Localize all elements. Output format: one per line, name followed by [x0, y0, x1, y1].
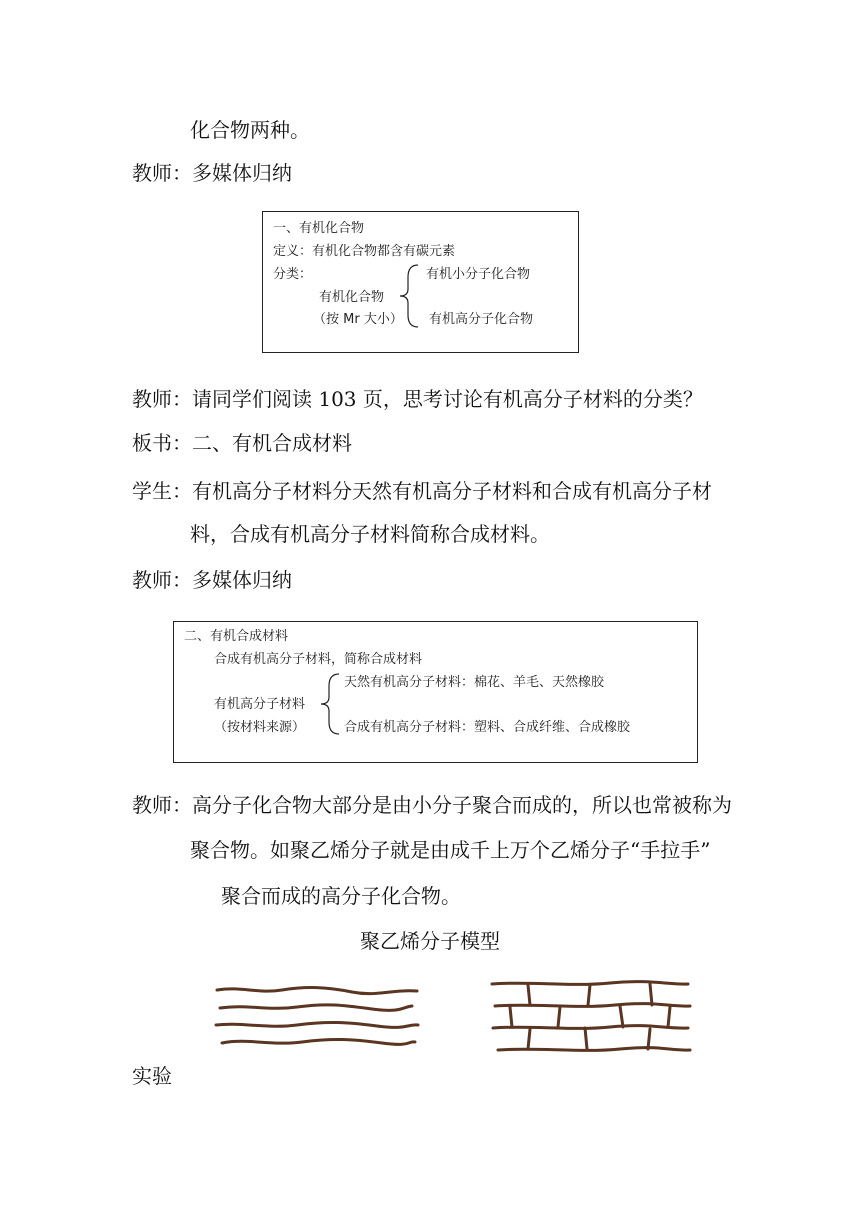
teacher-line-4b: 聚合物。如聚乙烯分子就是由成千上万个乙烯分子“手拉手” — [190, 838, 711, 862]
linear-chain-model-image — [212, 980, 422, 1060]
box2-left-sub: （按材料来源） — [214, 720, 306, 735]
paragraph-continuation: 化合物两种。 — [190, 118, 310, 142]
box1-left-label: 有机化合物 — [319, 290, 385, 305]
brace-icon — [319, 672, 341, 736]
teacher-line-2: 教师：请同学们阅读 103 页，思考讨论有机高分子材料的分类？ — [132, 387, 703, 411]
student-line-b: 料，合成有机高分子材料简称合成材料。 — [190, 522, 550, 546]
crosslinked-chain-model-image — [490, 978, 695, 1060]
experiment-label: 实验 — [132, 1064, 172, 1088]
summary-box-organic-compounds — [262, 211, 579, 353]
box1-classify-label: 分类： — [273, 267, 313, 282]
box1-branch-top: 有机小分子化合物 — [426, 267, 531, 282]
box1-left-sub: （按 Mr 大小） — [313, 312, 403, 327]
teacher-line-4c: 聚合而成的高分子化合物。 — [221, 884, 461, 908]
box2-left-label: 有机高分子材料 — [214, 697, 306, 712]
box2-subtitle: 合成有机高分子材料，简称合成材料 — [214, 652, 423, 667]
model-title: 聚乙烯分子模型 — [360, 929, 500, 953]
box2-branch-top: 天然有机高分子材料：棉花、羊毛、天然橡胶 — [344, 675, 605, 690]
brace-icon — [398, 263, 420, 329]
board-line: 板书：二、有机合成材料 — [132, 431, 352, 455]
box1-definition: 定义：有机化合物都含有碳元素 — [273, 244, 456, 259]
box1-branch-bottom: 有机高分子化合物 — [429, 312, 534, 327]
summary-box-synthetic-materials — [173, 621, 698, 763]
box1-heading: 一、有机化合物 — [273, 221, 365, 236]
box2-branch-bottom: 合成有机高分子材料：塑料、合成纤维、合成橡胶 — [344, 720, 631, 735]
teacher-line-1: 教师：多媒体归纳 — [132, 161, 292, 185]
teacher-line-3: 教师：多媒体归纳 — [132, 568, 292, 592]
teacher-line-4a: 教师：高分子化合物大部分是由小分子聚合而成的，所以也常被称为 — [132, 793, 732, 817]
student-line-a: 学生：有机高分子材料分天然有机高分子材料和合成有机高分子材 — [132, 479, 712, 503]
box2-heading: 二、有机合成材料 — [184, 629, 289, 644]
